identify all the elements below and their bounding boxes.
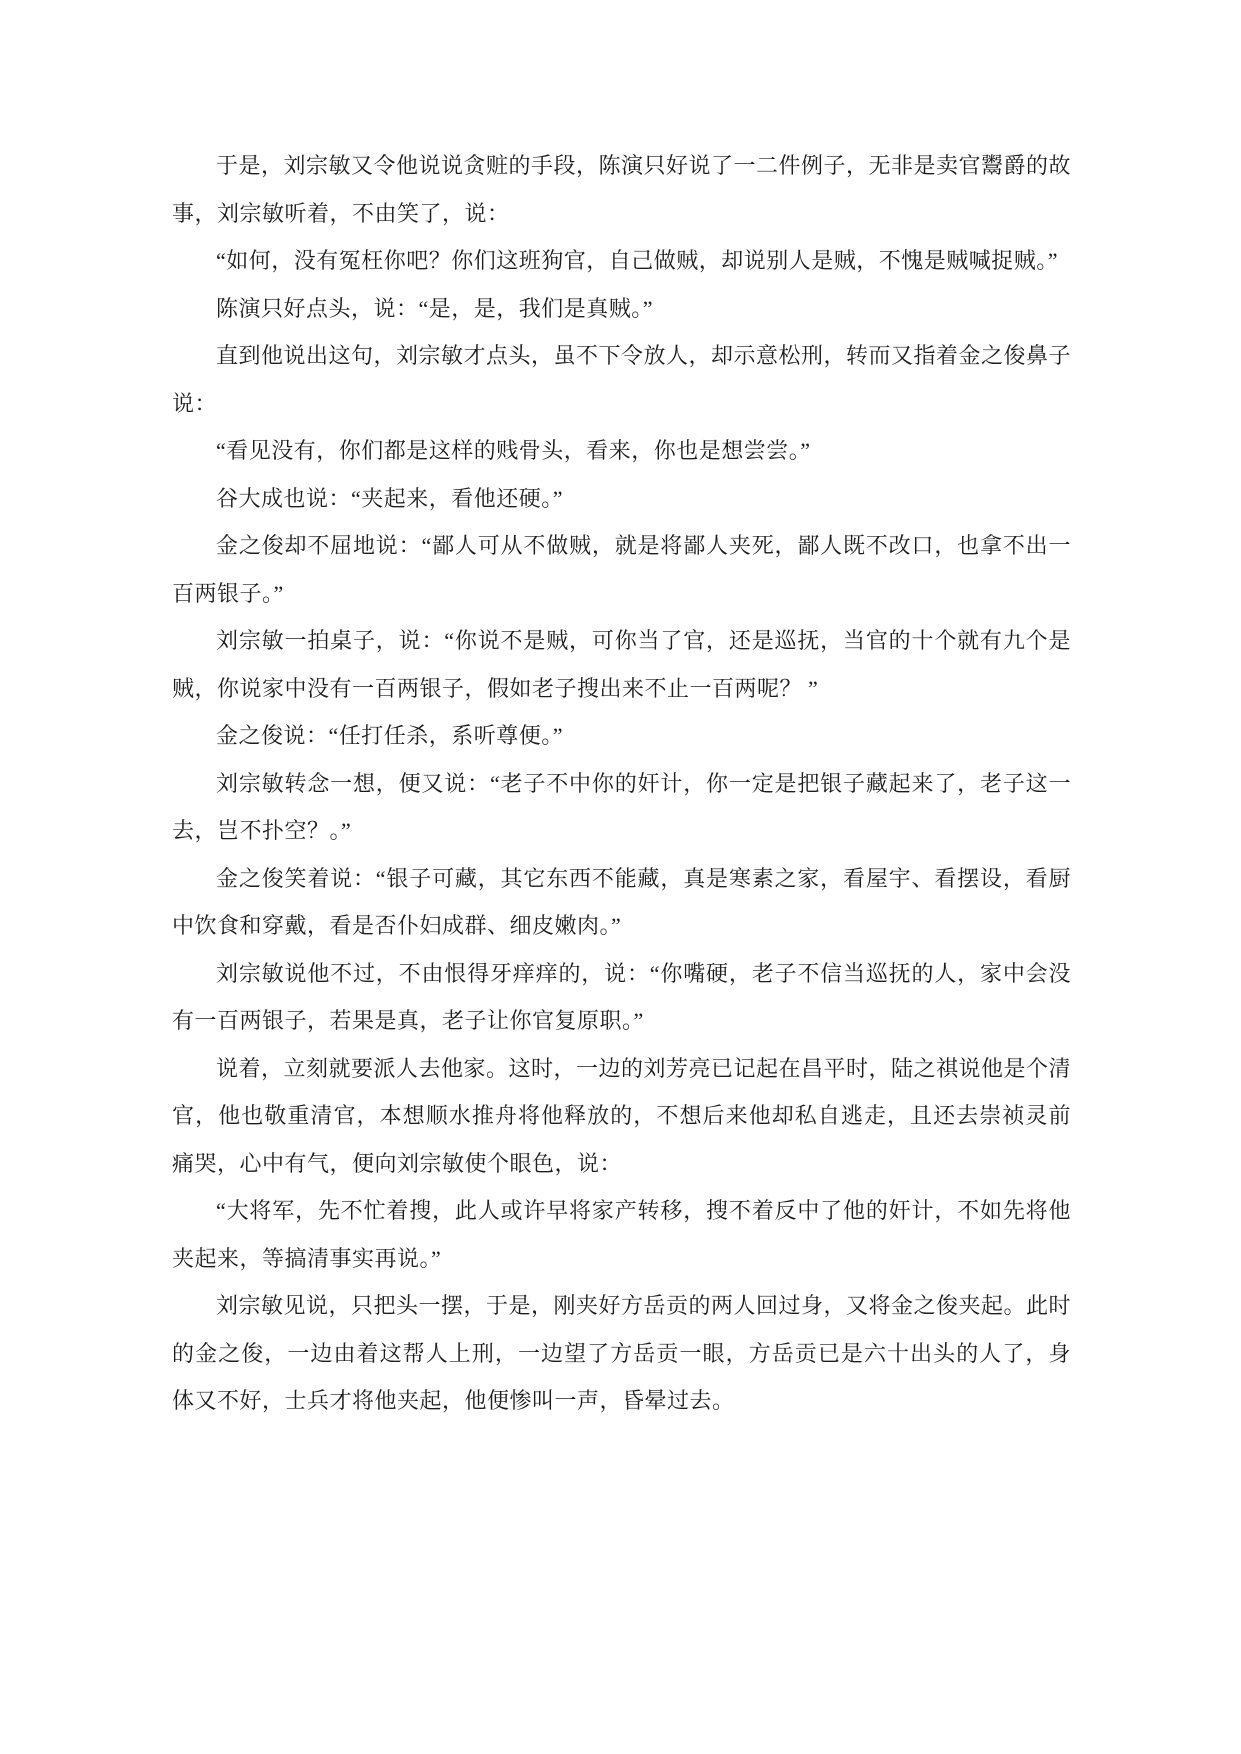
paragraph: 陈演只好点头，说：“是，是，我们是真贼。” — [216, 295, 654, 321]
paragraph: “看见没有，你们都是这样的贱骨头，看来，你也是想尝尝。” — [216, 438, 811, 463]
paragraph: 金之俊却不屈地说：“鄙人可从不做贼，就是将鄙人夹死，鄙人既不改口，也拿不出一百两银子。” — [172, 533, 1071, 606]
paragraph: 刘宗敏见说，只把头一摆，于是，刚夹好方岳贡的两人回过身，又将金之俊夹起。此时的金之俊，一边由着这帮人上刑，一边望了方岳贡一眼，方岳贡已是六十出头的人了，身体又不好，士兵才将他夹起，他便惨叫一声，昏晕过去。 — [172, 1293, 1072, 1413]
paragraph: 金之俊笑着说：“银子可藏，其它东西不能藏，真是寒素之家，看屋宇、看摆设，看厨中饮食和穿戴，看是否仆妇成群、细皮嫩肉。” — [172, 865, 1071, 938]
paragraph: 于是，刘宗敏又令他说说贪赃的手段，陈演只好说了一二件例子，无非是卖官鬻爵的故事，刘宗敏听着，不由笑了，说： — [172, 153, 1072, 226]
paragraph: 谷大成也说：“夹起来，看他还硬。” — [216, 485, 564, 511]
paragraph: “如何，没有冤枉你吧？你们这班狗官，自己做贼，却说别人是贼，不愧是贼喊捉贼。” — [216, 248, 1059, 273]
paragraph: 刘宗敏一拍桌子，说：“你说不是贼，可你当了官，还是巡抚，当官的十个就有九个是贼，你说家中没有一百两银子，假如老子搜出来不止一百两呢？ ” — [172, 628, 1071, 701]
paragraph: “大将军，先不忙着搜，此人或许早将家产转移，搜不着反中了他的奸计，不如先将他夹起来，等搞清事实再说。” — [172, 1198, 1071, 1271]
paragraph: 说着，立刻就要派人去他家。这时，一边的刘芳亮已记起在昌平时，陆之祺说他是个清官，他也敬重清官，本想顺水推舟将他释放的，不想后来他却私自逃走，且还去崇祯灵前痛哭，心中有气，便向刘宗敏使个眼色，说： — [172, 1055, 1072, 1176]
paragraph: 金之俊说：“任打任杀，系听尊便。” — [216, 723, 564, 748]
paragraph: 刘宗敏转念一想，便又说：“老子不中你的奸计，你一定是把银子藏起来了，老子这一去，岂不扑空？。” — [172, 770, 1071, 843]
document-body-text — [172, 142, 1071, 1425]
paragraph: 直到他说出这句，刘宗敏才点头，虽不下令放人，却示意松刑，转而又指着金之俊鼻子说： — [172, 343, 1072, 416]
paragraph: 刘宗敏说他不过，不由恨得牙痒痒的，说：“你嘴硬，老子不信当巡抚的人，家中会没有一百两银子，若果是真，老子让你官复原职。” — [172, 960, 1071, 1033]
